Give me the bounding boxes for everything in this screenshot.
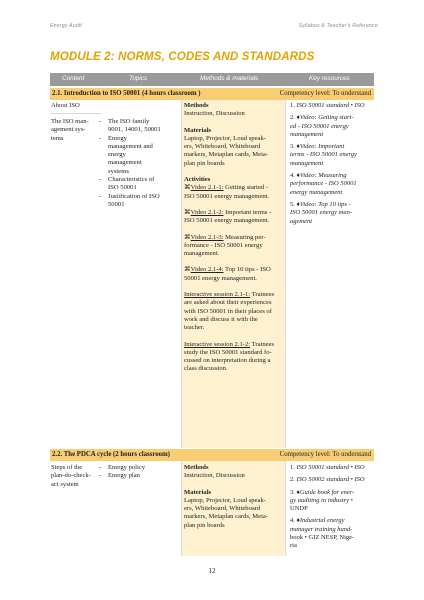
resource-line: ISO 50001 energy man- — [290, 209, 353, 217]
materials-line: plan pin boards — [184, 521, 225, 529]
section-bar-2-1 — [50, 88, 374, 100]
activities-heading: Activities — [184, 176, 211, 184]
activity-text: are asked about their experiences — [184, 299, 272, 307]
resource-line: ♦Industrial energy — [296, 517, 345, 525]
materials-line: Laptop, Projector, Loud speak- — [184, 134, 266, 142]
resource-number: 3. — [290, 143, 295, 151]
section-title: 2.1. Introduction to ISO 50001 (4 hours classroom ) — [52, 90, 201, 97]
topic-line: - Energy plan — [108, 472, 140, 480]
activity-text: formance - ISO 50001 energy — [184, 241, 263, 249]
activity-text: Trainees — [250, 291, 275, 299]
video-link[interactable]: Video 2.1-3: — [190, 233, 224, 241]
topic-line: ISO 50001 — [108, 184, 137, 192]
session-link[interactable]: Interactive session 2.1-2: — [184, 340, 251, 348]
activity-text: Important terms - — [223, 208, 272, 216]
activity-video — [184, 209, 284, 217]
topic-item — [98, 176, 180, 193]
session-link[interactable]: Interactive session 2.1-1: — [184, 291, 251, 299]
activity-text: with ISO 50001 in their places of — [184, 307, 272, 315]
methods-cell — [184, 102, 284, 374]
table-header — [50, 73, 374, 86]
topics-list — [98, 118, 180, 209]
resource-line: performance - ISO 50001 — [290, 180, 357, 188]
activity-text: 50001 energy management. — [184, 274, 257, 282]
activity-video — [184, 266, 284, 274]
materials-heading: Materials — [184, 126, 212, 134]
content-about-iso: About ISO — [51, 102, 80, 109]
topic-line: - Characteristics of — [108, 176, 155, 184]
activity-session — [184, 341, 284, 349]
resource-line: ISO 50001 standard • ISO — [296, 102, 365, 109]
resources-cell — [290, 102, 374, 230]
resource-number: 4. — [290, 517, 295, 525]
divider — [50, 113, 101, 114]
competency-level: Competency level: To understand — [279, 451, 371, 458]
content-line: Steps of the — [51, 464, 83, 471]
header-resources: Key resources — [309, 75, 350, 82]
video-link[interactable]: Video 2.1-4: — [190, 266, 224, 274]
topic-item — [98, 472, 180, 480]
methods-text: Instruction, Discussion — [184, 110, 245, 118]
activity-session — [184, 291, 284, 299]
materials-line: markers, Metaplan cards, Meta- — [184, 151, 269, 159]
resource-line: ♦Video: Top 10 tips - — [296, 200, 351, 208]
methods-heading: Methods — [184, 102, 209, 109]
running-header-right: Syllabus & Teacher's Reference — [298, 23, 378, 29]
resource-number: 4. — [290, 172, 295, 180]
resource-item — [290, 489, 374, 514]
content-cell — [51, 118, 103, 143]
topic-item — [98, 464, 180, 472]
topic-item — [98, 118, 180, 135]
resource-line: management — [290, 130, 324, 138]
topic-item — [98, 193, 180, 210]
resource-line: ria — [290, 542, 297, 550]
module-title: MODULE 2: NORMS, CODES AND STANDARDS — [50, 50, 315, 63]
resource-line: ed - ISO 50001 energy — [290, 122, 349, 130]
methods-text: Instruction, Discussion — [184, 472, 245, 480]
activity-text: Measuring per- — [223, 233, 266, 241]
resource-line: ISO 50001 standard • ISO — [296, 464, 365, 471]
resource-line: ISO 50002 standard • ISO — [296, 476, 365, 484]
topic-line: systems — [108, 167, 129, 175]
activity-text: Getting started - — [223, 184, 269, 192]
resource-line: energy management — [290, 188, 343, 196]
resource-item — [290, 114, 374, 139]
topics-list — [98, 464, 180, 481]
resource-number: 2. — [290, 476, 295, 484]
resource-line: book • GIZ NESP, Nige- — [290, 534, 355, 542]
topic-line: 9001, 14001, 50001 — [108, 126, 161, 134]
resources-cell — [290, 464, 374, 555]
video-icon: ⌘ — [184, 266, 191, 274]
activity-text: class discussion. — [184, 365, 228, 373]
section-title: 2.2. The PDCA cycle (2 hours classroom) — [52, 451, 170, 458]
content-line: agement sys- — [51, 126, 86, 134]
materials-line: plan pin boards — [184, 159, 225, 167]
resource-line: ♦Guide book for ener- — [296, 488, 355, 496]
video-icon: ⌘ — [184, 208, 191, 216]
resource-item — [290, 517, 374, 550]
materials-line: ers, Whiteboard, Whiteboard — [184, 505, 261, 513]
resource-line: ♦Video: Important — [296, 143, 345, 151]
methods-heading: Methods — [184, 464, 209, 471]
materials-heading: Materials — [184, 488, 212, 496]
activity-text: management. — [184, 250, 220, 258]
divider — [181, 461, 182, 556]
resource-line: terms - ISO 50001 energy — [290, 151, 357, 159]
topic-line: management — [108, 159, 142, 167]
activity-text: Trainees — [250, 340, 275, 348]
topic-item — [98, 135, 180, 176]
materials-line: ers, Whiteboard, Whiteboard — [184, 143, 261, 151]
topic-line: 50001 — [108, 200, 125, 208]
content-line: tems — [51, 134, 64, 142]
activity-text: ISO 50001 energy management. — [184, 217, 270, 225]
header-methods: Methods & materials — [200, 75, 259, 82]
content-cell — [51, 102, 103, 110]
resource-number: 2. — [290, 114, 295, 122]
header-topics: Topics — [129, 75, 148, 82]
topic-line: - The ISO family — [108, 118, 150, 125]
activity-text: ISO 50001 energy management. — [184, 192, 270, 200]
resource-line: management — [290, 159, 324, 167]
activity-text: Top 10 tips - ISO — [223, 266, 271, 274]
activity-text: teacher. — [184, 324, 205, 332]
content-line: plan-do-check- — [51, 472, 91, 480]
resource-number: 1. — [290, 464, 295, 471]
resource-number: 1. — [290, 102, 295, 109]
content-line: act system — [51, 480, 79, 488]
topic-line: - Energy — [108, 134, 127, 142]
section-bar-2-2 — [50, 449, 374, 461]
resource-item — [290, 201, 374, 226]
video-icon: ⌘ — [184, 233, 191, 241]
resource-line: ♦Video: Getting start- — [296, 114, 354, 122]
activity-text: work and discuss it with the — [184, 315, 258, 323]
resource-item — [290, 143, 374, 168]
divider — [181, 100, 182, 448]
competency-level: Competency level: To understand — [279, 90, 371, 97]
topic-line: management and — [108, 142, 153, 150]
topic-line: energy — [108, 151, 126, 159]
video-link[interactable]: Video 2.1-1: — [190, 184, 224, 192]
content-cell — [51, 464, 103, 489]
activity-video — [184, 184, 284, 192]
header-content: Content — [62, 75, 85, 82]
video-link[interactable]: Video 2.1-2: — [190, 208, 224, 216]
methods-cell — [184, 464, 284, 530]
content-line: The ISO man- — [51, 118, 89, 125]
running-header-left: Energy Audit — [50, 23, 82, 29]
resource-item — [290, 464, 374, 472]
resource-number: 3. — [290, 488, 295, 496]
divider — [285, 100, 286, 448]
resource-line: agement — [290, 217, 313, 225]
resource-line: gy auditing in industry • — [290, 496, 353, 504]
topic-line: - Justification of ISO — [108, 192, 160, 200]
topic-line: - Energy policy — [108, 464, 146, 471]
video-icon: ⌘ — [184, 184, 191, 192]
resource-number: 5. — [290, 200, 295, 208]
activity-video — [184, 234, 284, 242]
page-number: 12 — [208, 567, 216, 575]
resource-item — [290, 102, 374, 110]
divider — [285, 461, 286, 556]
materials-line: Laptop, Projector, Loud speak- — [184, 496, 266, 504]
activity-text: study the ISO 50001 standard fo- — [184, 348, 272, 356]
activity-text: cussed on interpretation during a — [184, 357, 271, 365]
resource-line: ♦Video: Measuring — [296, 172, 347, 180]
materials-line: markers, Metaplan cards, Meta- — [184, 513, 269, 521]
resource-line: UNDP — [290, 505, 308, 513]
resource-item — [290, 476, 374, 484]
resource-line: manager training hand- — [290, 525, 353, 533]
resource-item — [290, 172, 374, 197]
